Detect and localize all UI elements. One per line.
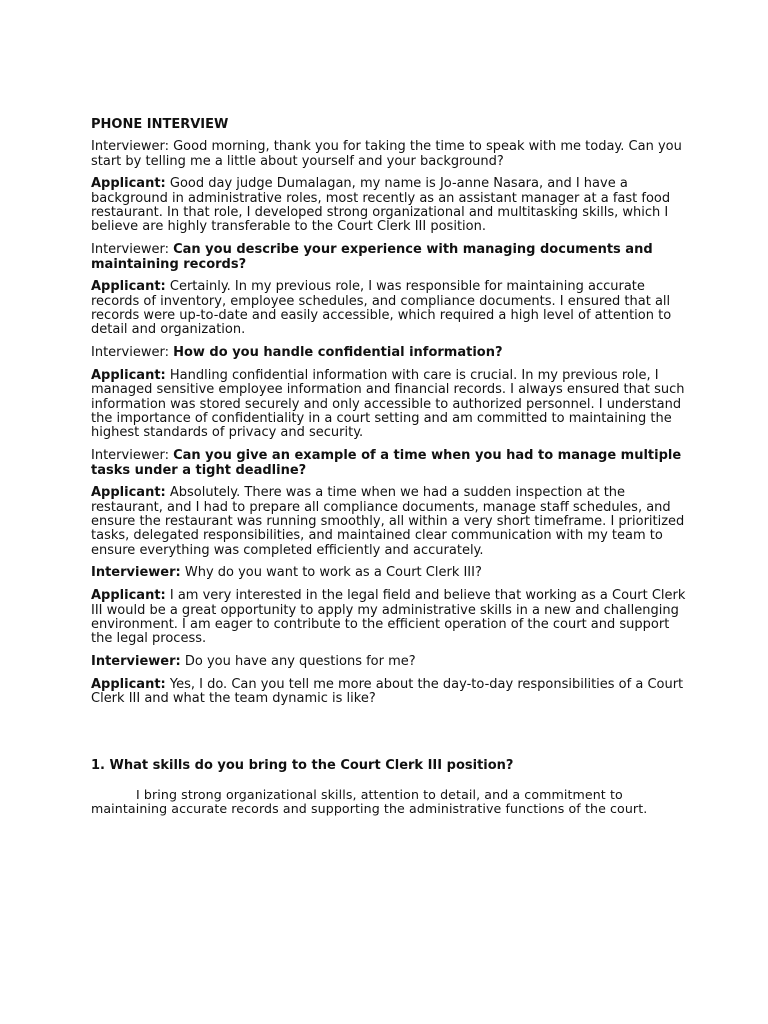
applicant-text: Certainly. In my previous role, I was responsible for maintaining accurate records of inventory, employee schedules, and compliance documents. I ensured that all records were up-to-date and easily accessible, which required a high level of attention to detail and organization. (91, 279, 672, 338)
applicant-text: I am very interested in the legal field and believe that working as a Court Clerk III would be a great opportunity to apply my administrative skills in a new and challenging environment. I am eager to contribute to the efficient operation of the court and support the legal process. (91, 588, 686, 647)
document-page (91, 118, 691, 817)
applicant-background-paragraph (91, 177, 691, 234)
question-text: Why do you want to work as a Court Clerk III? (180, 565, 482, 581)
interviewer-deadline-question (91, 449, 691, 478)
applicant-label: Applicant: (91, 176, 166, 192)
applicant-deadline-answer (91, 486, 691, 557)
document-title: PHONE INTERVIEW (91, 117, 229, 132)
interviewer-label: Interviewer: (91, 345, 174, 361)
interviewer-intro-paragraph (91, 140, 691, 169)
question-text: Can you give an example of a time when you had to manage multiple tasks under a tight deadline? (91, 448, 682, 478)
interviewer-text: Good morning, thank you for taking the time to speak with me today. Can you start by telling me a little about yourself and your background? (91, 139, 682, 169)
applicant-text: Handling confidential information with care is crucial. In my previous role, I managed sensitive employee information and financial records. I always ensured that such information was stored securely and only accessible to authorized personnel. I understand the importance of confidentiality in a court setting and am committed to maintaining the highest standards of privacy and security. (91, 368, 685, 441)
section-spacer (91, 715, 691, 759)
applicant-text: Absolutely. There was a time when we had a sudden inspection at the restaurant, and I had to prepare all compliance documents, manage staff schedules, and ensure the restaurant was running smoothly, all within a very short timeframe. I prioritized tasks, delegated responsibilities, and maintained clear communication with my team to ensure everything was completed efficiently and accurately. (91, 485, 685, 558)
applicant-records-answer (91, 280, 691, 337)
applicant-label: Applicant: (91, 485, 166, 501)
interviewer-label: Interviewer: (91, 654, 181, 670)
interviewer-label: Interviewer: (91, 448, 174, 464)
applicant-label: Applicant: (91, 588, 166, 604)
section-heading: 1. What skills do you bring to the Court Clerk III position? (91, 758, 514, 774)
interviewer-confidential-question (91, 346, 691, 360)
section-answer: I bring strong organizational skills, attention to detail, and a commitment to maintaining accurate records and supporting the administrative functions of the court. (91, 786, 648, 817)
interviewer-label: Interviewer: (91, 242, 174, 258)
question-text: Can you describe your experience with managing documents and maintaining records? (91, 242, 653, 272)
interviewer-questions-prompt (91, 655, 691, 669)
question-text: Do you have any questions for me? (180, 654, 416, 670)
applicant-text: Yes, I do. Can you tell me more about the day-to-day responsibilities of a Court Clerk III and what the team dynamic is like? (91, 677, 684, 707)
applicant-label: Applicant: (91, 279, 166, 295)
applicant-motivation-answer (91, 589, 691, 646)
applicant-label: Applicant: (91, 677, 166, 693)
interviewer-motivation-question (91, 566, 691, 580)
interviewer-label: Interviewer: (91, 565, 181, 581)
interviewer-label: Interviewer: (91, 139, 169, 155)
applicant-confidential-answer (91, 369, 691, 440)
question-text: How do you handle confidential information? (173, 345, 503, 361)
applicant-closing-question (91, 678, 691, 707)
applicant-label: Applicant: (91, 368, 166, 384)
applicant-text: Good day judge Dumalagan, my name is Jo-anne Nasara, and I have a background in administrative roles, most recently as an assistant manager at a fast food restaurant. In that role, I developed strong organizational and multitasking skills, which I believe are highly transferable to the Court Clerk III position. (91, 176, 671, 235)
interviewer-records-question (91, 243, 691, 272)
